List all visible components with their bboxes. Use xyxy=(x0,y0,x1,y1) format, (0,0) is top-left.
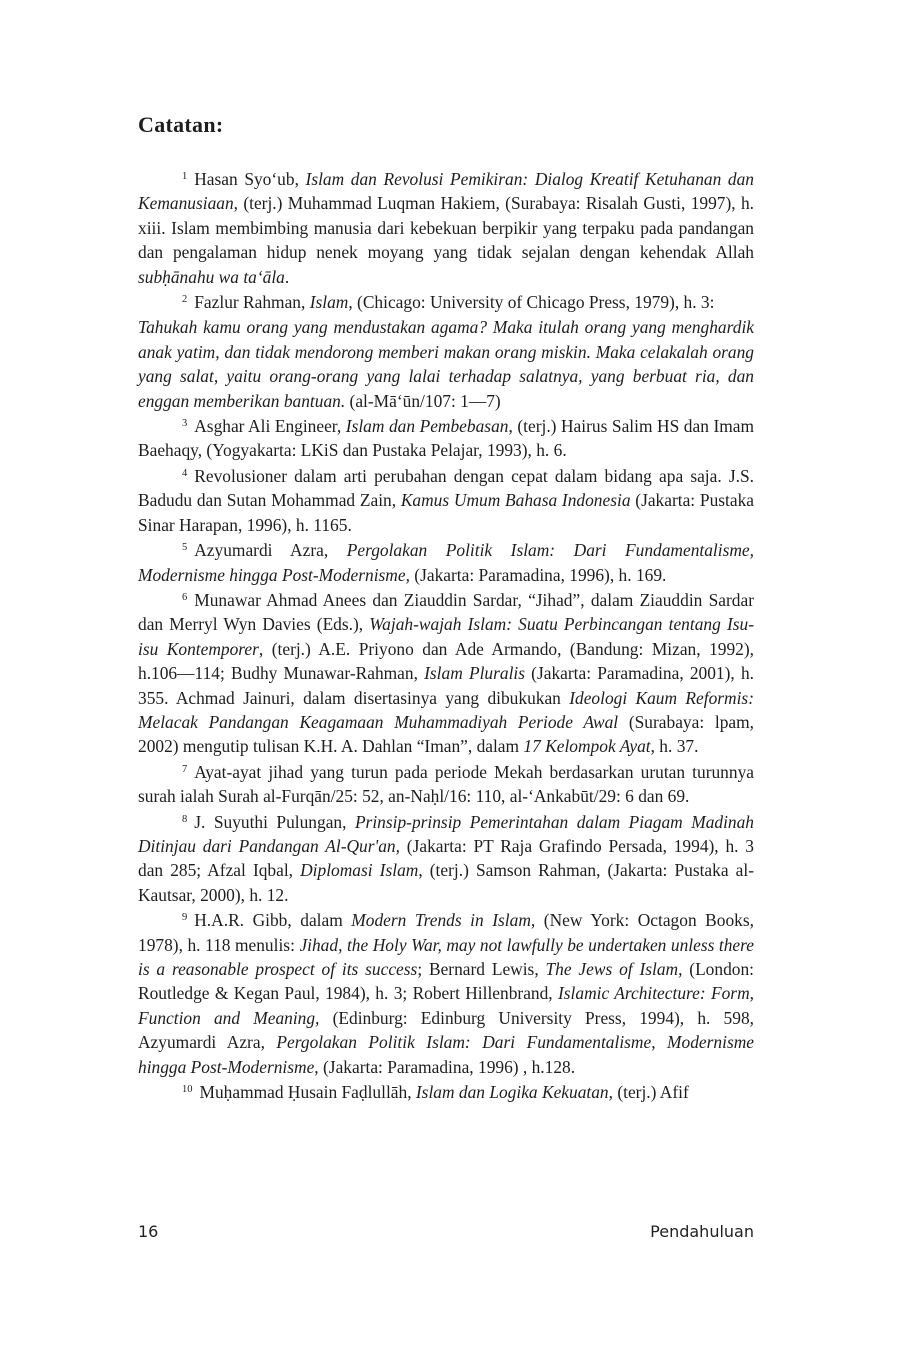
footnote-text: (New York: Octagon Books, 1978), h. 118 menulis: xyxy=(138,910,754,955)
footnote-text: H.A.R. Gibb, dalam xyxy=(194,910,352,931)
footnote-text: Ayat-ayat jihad yang turun pada periode Mekah berdasarkan urutan turunnya surah ialah Surah al-Furqān/25: 52, an-Naḥl/16: 110, al-‘Ankabūt/29: 6 dan 69. xyxy=(138,761,754,807)
footnote-number: 3 xyxy=(182,418,188,430)
footnote-text: (Surabaya: lpam, 2002) mengutip tulisan K.H. A. Dahlan “Iman”, dalam xyxy=(138,711,754,757)
italic-title: Pergolakan Politik Islam: Dari Fundamentalisme, Modernisme hingga Post-Modernisme, xyxy=(138,540,754,585)
footnote-text: (Jakarta: Paramadina, 1996) , h.128. xyxy=(318,1056,576,1077)
footnote-text: . xyxy=(284,266,290,287)
notes-heading: Catatan: xyxy=(138,112,224,137)
italic-title: Tahukah kamu orang yang mendustakan agama? Maka itulah orang yang menghardik anak yatim, dan tidak mendorong memberi makan orang miskin. Maka celakalah orang yang salat, yaitu orang-orang yang lalai terhadap salatnya, yang berbuat ria, dan enggan memberikan bantuan. xyxy=(138,317,754,411)
footnote-number: 7 xyxy=(182,763,188,775)
footnote-number: 4 xyxy=(182,467,188,479)
footnote-text: Asghar Ali Engineer, xyxy=(194,416,346,437)
footnote-4 xyxy=(138,464,754,537)
footnote-9 xyxy=(138,908,754,1079)
footnote-10 xyxy=(138,1080,754,1104)
footnote-3 xyxy=(138,414,754,463)
footnote-text: (Edinburg: Edinburg University Press, 1994), h. 598, Azyumardi Azra, xyxy=(138,1007,754,1053)
footnote-text: , h. 37. xyxy=(650,736,699,757)
footnote-text: Munawar Ahmad Anees dan Ziauddin Sardar, “Jihad”, dalam Ziauddin Sardar dan Merryl Wyn Davies (Eds.), xyxy=(138,589,754,635)
footnote-6 xyxy=(138,588,754,759)
footnote-text: Revolusioner dalam arti perubahan dengan cepat dalam bidang apa saja. J.S. Badudu dan Sutan Mohammad Zain, xyxy=(138,465,754,511)
footnote-text: (London: Routledge & Kegan Paul, 1984), h. 3; Robert Hillenbrand, xyxy=(138,959,754,1004)
italic-title: Islam Pluralis xyxy=(424,663,525,684)
footnote-text: (Jakarta: Paramadina, 1996), h. 169. xyxy=(409,564,667,585)
italic-title: subḥānahu wa ta‘āla xyxy=(138,266,285,287)
notes-page xyxy=(138,112,754,1105)
italic-title: Jihad, the Holy War, may not lawfully be undertaken unless there is a reasonable prospect of its success xyxy=(138,934,754,979)
italic-title: Wajah-wajah Islam: Suatu Perbincangan tentang Isu-isu Kontemporer xyxy=(138,614,754,659)
footnote-quote xyxy=(138,315,754,413)
footnote-8 xyxy=(138,810,754,908)
footnote-2 xyxy=(138,290,754,314)
footnote-number: 5 xyxy=(182,542,188,554)
footnote-text: , (terj.) Samson Rahman, (Jakarta: Pustaka al-Kautsar, 2000), h. 12. xyxy=(138,860,754,905)
footnote-text: (Chicago: University of Chicago Press, 1979), h. 3: xyxy=(352,292,715,313)
italic-title: Islam dan Revolusi Pemikiran: Dialog Kreatif Ketuhanan dan Kemanusiaan xyxy=(138,169,754,214)
footnote-text: Fazlur Rahman, xyxy=(194,292,310,313)
footnote-text: (al-Mā‘ūn/107: 1—7) xyxy=(345,390,501,411)
footnote-number: 9 xyxy=(182,912,188,924)
italic-title: Islam, xyxy=(309,292,353,313)
footnote-text: Azyumardi Azra, xyxy=(194,540,347,561)
footnote-text: (Jakarta: Paramadina, 2001), h. 355. Achmad Jainuri, dalam disertasinya yang dibukukan xyxy=(138,663,754,708)
footnote-7 xyxy=(138,760,754,809)
italic-title: Diplomasi Islam xyxy=(300,860,419,881)
notes-list xyxy=(138,167,754,1104)
italic-title: Pergolakan Politik Islam: Dari Fundamentalisme, Modernisme hingga Post-Modernisme, xyxy=(138,1032,754,1077)
footnote-number: 10 xyxy=(182,1084,193,1096)
page-number: 16 xyxy=(138,1222,159,1241)
footnote-text: J. Suyuthi Pulungan, xyxy=(194,811,355,832)
italic-title: Islam dan Logika Kekuatan xyxy=(415,1082,609,1103)
italic-title: Islam dan Pembebasan xyxy=(345,416,509,437)
footnote-1 xyxy=(138,167,754,289)
footnote-number: 6 xyxy=(182,591,188,603)
italic-title: 17 Kelompok Ayat xyxy=(523,736,651,757)
footnote-text: Muḥammad Ḥusain Faḍlullāh, xyxy=(199,1082,416,1103)
page-footer xyxy=(138,1222,754,1241)
footnote-text: (Jakarta: PT Raja Grafindo Persada, 1994), h. 3 dan 285; Afzal Iqbal, xyxy=(138,835,754,881)
italic-title: Prinsip-prinsip Pemerintahan dalam Piagam Madinah Ditinjau dari Pandangan Al-Qur'an, xyxy=(138,811,754,856)
footnote-text: ; Bernard Lewis, xyxy=(417,959,546,979)
footnote-number: 1 xyxy=(182,171,188,182)
footnote-5 xyxy=(138,538,754,587)
italic-title: The Jews of Islam, xyxy=(545,959,683,979)
italic-title: Ideologi Kaum Reformis: Melacak Pandangan Keagamaan Muhammadiyah Periode Awal xyxy=(138,687,754,732)
running-section-title: Pendahuluan xyxy=(650,1222,754,1241)
footnote-number: 2 xyxy=(182,294,188,306)
italic-title: Kamus Umum Bahasa Indonesia xyxy=(400,490,631,511)
footnote-text: , (terj.) Muhammad Luqman Hakiem, (Surabaya: Risalah Gusti, 1997), h. xiii. Islam membimbing manusia dari kebekuan berpikir yang terpaku pada pandangan dan pengalaman hidup nenek moyang yang tidak sejalan dengan kehendak Allah xyxy=(138,193,754,263)
footnote-text: Hasan Syo‘ub, xyxy=(194,169,306,189)
footnote-text: , (terj.) Afif xyxy=(608,1082,689,1103)
footnote-text: , (terj.) Hairus Salim HS dan Imam Baehaqy, (Yogyakarta: LKiS dan Pustaka Pelajar, 1993), h. 6. xyxy=(138,416,755,461)
footnote-text: (Jakarta: Pustaka Sinar Harapan, 1996), h. 1165. xyxy=(138,490,754,535)
italic-title: Modern Trends in Islam, xyxy=(351,910,536,931)
footnote-text: , (terj.) A.E. Priyono dan Ade Armando, (Bandung: Mizan, 1992), h.106—114; Budhy Munawar-Rahman, xyxy=(138,638,754,684)
footnote-number: 8 xyxy=(182,813,188,825)
italic-title: Islamic Architecture: Form, Function and Meaning, xyxy=(138,983,754,1028)
